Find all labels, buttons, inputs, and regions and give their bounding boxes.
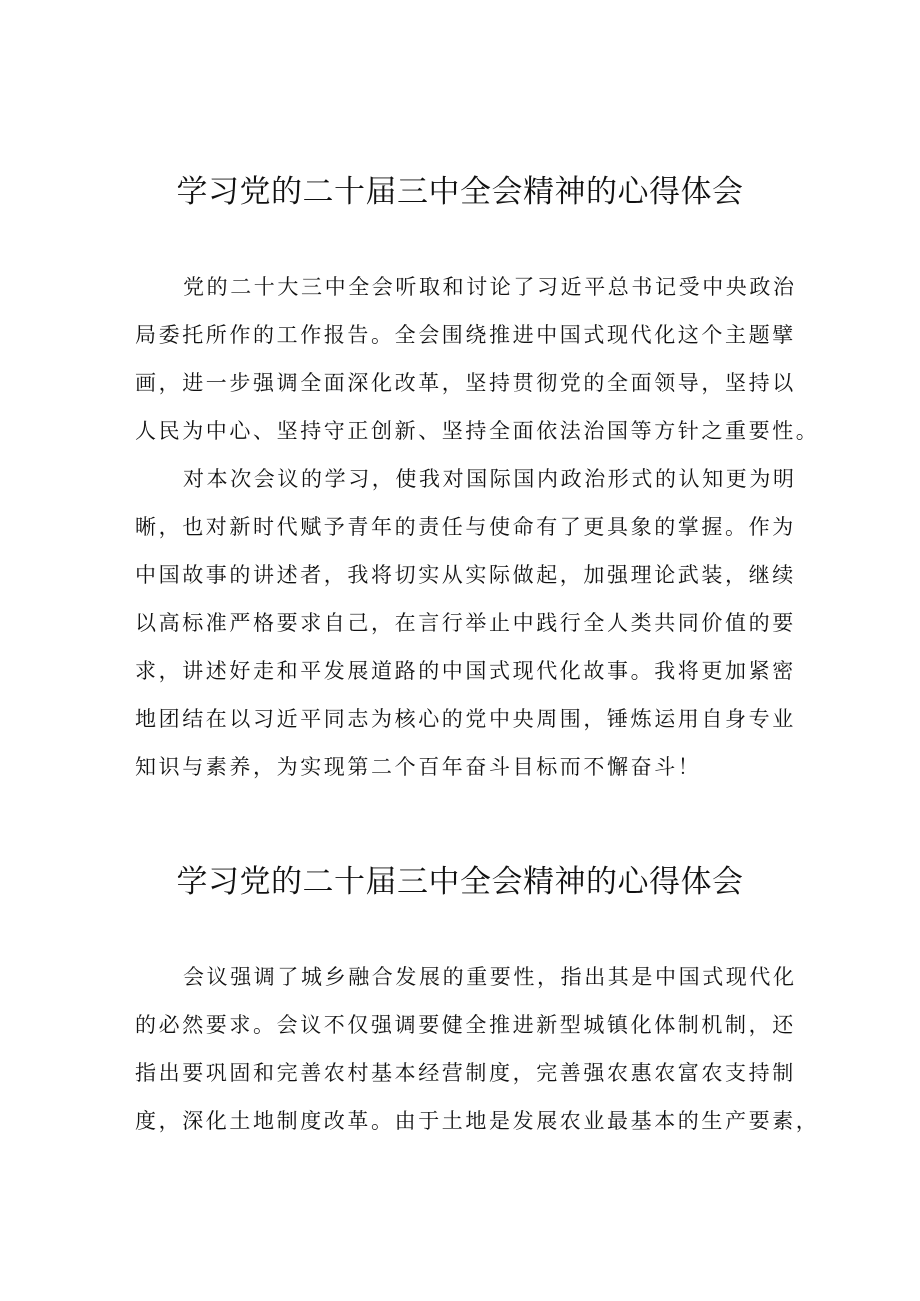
section-2-line: 指出要巩固和完善农村基本经营制度，完善强农惠农富农支持制 bbox=[135, 1061, 796, 1085]
section-1-title: 学习党的二十届三中全会精神的心得体会 bbox=[176, 174, 744, 210]
section-1-line: 求，讲述好走和平发展道路的中国式现代化故事。我将更加紧密 bbox=[135, 659, 796, 683]
section-1-line: 局委托所作的工作报告。全会围绕推进中国式现代化这个主题擘 bbox=[135, 323, 796, 347]
section-1-line: 中国故事的讲述者，我将切实从实际做起，加强理论武装，继续 bbox=[135, 563, 796, 587]
section-2-line: 的必然要求。会议不仅强调要健全推进新型城镇化体制机制，还 bbox=[135, 1013, 796, 1037]
section-1-line: 画，进一步强调全面深化改革，坚持贯彻党的全面领导，坚持以 bbox=[135, 371, 796, 395]
section-1-line: 地团结在以习近平同志为核心的党中央周围，锤炼运用自身专业 bbox=[135, 707, 796, 731]
section-2-line: 度，深化土地制度改革。由于土地是发展农业最基本的生产要素， bbox=[135, 1109, 820, 1133]
section-1-line: 以高标准严格要求自己，在言行举止中践行全人类共同价值的要 bbox=[135, 611, 796, 635]
section-2-line: 会议强调了城乡融合发展的重要性，指出其是中国式现代化 bbox=[183, 965, 797, 989]
section-1-line: 对本次会议的学习，使我对国际国内政治形式的认知更为明 bbox=[183, 467, 797, 491]
section-1-line: 党的二十大三中全会听取和讨论了习近平总书记受中央政治 bbox=[183, 275, 797, 299]
section-1-line: 晰，也对新时代赋予青年的责任与使命有了更具象的掌握。作为 bbox=[135, 515, 796, 539]
section-2-title: 学习党的二十届三中全会精神的心得体会 bbox=[176, 864, 744, 900]
section-1-line: 人民为中心、坚持守正创新、坚持全面依法治国等方针之重要性。 bbox=[135, 419, 820, 443]
section-1-line: 知识与素养，为实现第二个百年奋斗目标而不懈奋斗！ bbox=[135, 755, 702, 779]
